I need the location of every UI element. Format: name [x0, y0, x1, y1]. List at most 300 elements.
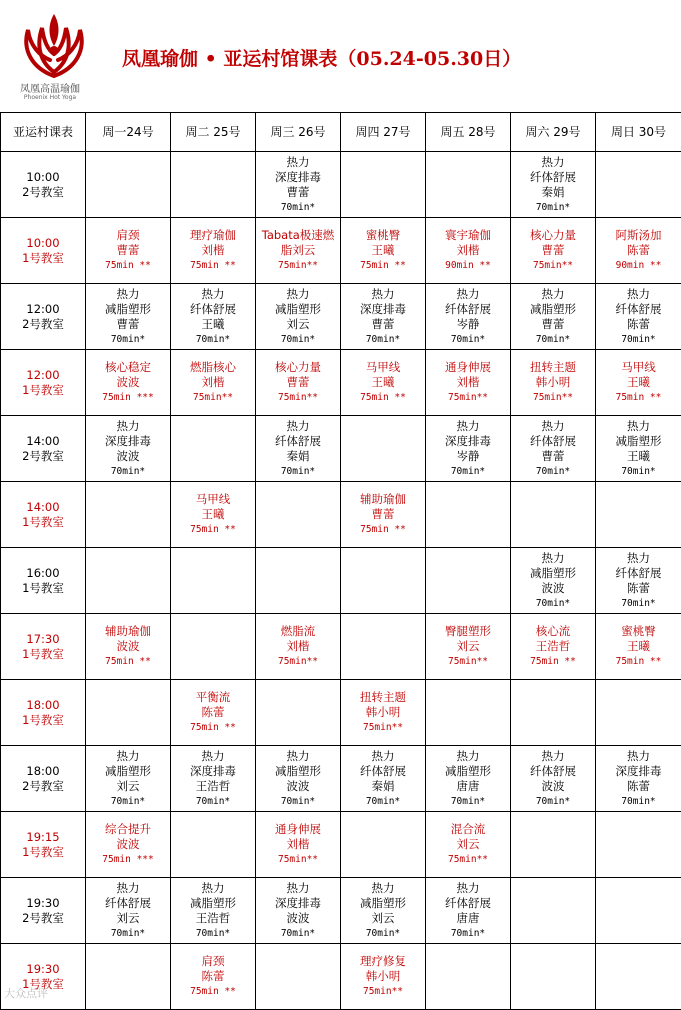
- slot-time: 12:00: [26, 301, 60, 316]
- time-room-cell: [1, 350, 86, 416]
- class-name: 减脂塑形: [615, 433, 662, 448]
- class-teacher: 波波: [286, 778, 310, 793]
- class-cell: [341, 350, 426, 416]
- class-name: 热力: [456, 418, 480, 433]
- class-teacher: 脂刘云: [280, 243, 316, 257]
- class-teacher: 韩小明: [365, 969, 401, 983]
- class-duration-level: 70min*: [365, 795, 401, 807]
- empty-cell: [171, 152, 256, 218]
- class-teacher: 秦娟: [286, 448, 310, 463]
- class-cell: [256, 614, 341, 680]
- class-name: 阿斯汤加: [615, 228, 662, 242]
- class-name: 热力: [371, 748, 395, 763]
- class-duration-level: 75min**: [362, 722, 404, 733]
- class-name: 纤体舒展: [615, 565, 662, 580]
- slot-time: 10:00: [26, 235, 60, 250]
- class-cell: [596, 416, 681, 482]
- class-teacher: 陈蕾: [627, 243, 650, 257]
- empty-cell: [86, 944, 171, 1010]
- class-teacher: 曹蕾: [541, 243, 565, 257]
- page-title: 凤凰瑜伽 • 亚运村馆课表（05.24-05.30日）: [122, 48, 522, 70]
- class-duration-level: 70min*: [110, 795, 146, 807]
- class-name: 平衡流: [195, 690, 231, 704]
- class-duration-level: 75min **: [190, 260, 236, 271]
- class-teacher: 波波: [116, 448, 140, 463]
- class-cell: [256, 284, 341, 350]
- class-name: 深度排毒: [275, 169, 321, 184]
- slot-room: 1号教室: [22, 250, 64, 265]
- class-name: 热力: [116, 286, 140, 301]
- empty-cell: [341, 152, 426, 218]
- class-cell: [426, 746, 511, 812]
- class-duration-level: 75min**: [277, 260, 319, 271]
- class-duration-level: 75min**: [447, 854, 489, 865]
- empty-cell: [86, 482, 171, 548]
- class-cell: [171, 746, 256, 812]
- phoenix-icon: [14, 6, 94, 84]
- empty-cell: [171, 416, 256, 482]
- class-name: 热力: [201, 880, 225, 895]
- slot-room: 1号教室: [22, 976, 64, 991]
- class-name: 热力: [371, 880, 395, 895]
- class-name: 综合提升: [105, 822, 151, 836]
- class-duration-level: 70min*: [110, 333, 146, 345]
- empty-cell: [511, 878, 596, 944]
- time-slot-row: [1, 218, 681, 284]
- time-slot-row: [1, 812, 681, 878]
- class-name: 扭转主题: [360, 690, 406, 704]
- class-name: 理疗修复: [360, 954, 406, 968]
- class-cell: [426, 218, 511, 284]
- class-name: 热力: [116, 418, 140, 433]
- empty-cell: [596, 878, 681, 944]
- class-teacher: 刘楷: [201, 243, 225, 257]
- empty-cell: [256, 680, 341, 746]
- class-teacher: 曹蕾: [286, 375, 310, 389]
- class-teacher: 曹蕾: [116, 243, 140, 257]
- class-name: 热力: [456, 748, 480, 763]
- time-slot-row: [1, 482, 681, 548]
- slot-time: 12:00: [26, 367, 60, 382]
- class-name: 肩颈: [201, 954, 225, 968]
- time-slot-row: [1, 152, 681, 218]
- class-cell: [596, 350, 681, 416]
- class-name: 热力: [541, 418, 565, 433]
- class-duration-level: 75min **: [360, 260, 406, 271]
- class-duration-level: 75min **: [360, 524, 406, 535]
- class-teacher: 王曦: [627, 375, 650, 389]
- empty-cell: [256, 944, 341, 1010]
- class-duration-level: 75min**: [447, 392, 489, 403]
- class-cell: [426, 614, 511, 680]
- corner-cell: 亚运村课表: [1, 113, 86, 152]
- class-teacher: 曹蕾: [371, 507, 395, 521]
- class-name: 热力: [371, 286, 395, 301]
- class-name: 马甲线: [621, 360, 656, 374]
- slot-room: 1号教室: [22, 712, 64, 727]
- class-duration-level: 75min **: [530, 656, 576, 667]
- empty-cell: [596, 482, 681, 548]
- slot-room: 1号教室: [22, 514, 64, 529]
- class-name: 热力: [286, 286, 310, 301]
- class-cell: [426, 416, 511, 482]
- empty-cell: [511, 812, 596, 878]
- class-teacher: 刘楷: [286, 837, 310, 851]
- class-duration-level: 70min*: [280, 333, 316, 345]
- class-teacher: 曹蕾: [371, 316, 395, 331]
- empty-cell: [596, 944, 681, 1010]
- empty-cell: [341, 548, 426, 614]
- class-teacher: 刘云: [286, 316, 310, 331]
- empty-cell: [341, 812, 426, 878]
- logo-text-cn: 凤凰高温瑜伽: [20, 84, 80, 95]
- class-duration-level: 75min **: [615, 392, 662, 403]
- class-name: 减脂塑形: [530, 301, 576, 316]
- time-room-cell: [1, 152, 86, 218]
- slot-time: 18:00: [26, 697, 60, 712]
- slot-time: 14:00: [26, 433, 60, 448]
- time-slot-row: [1, 416, 681, 482]
- class-duration-level: 70min*: [280, 927, 316, 939]
- class-name: 燃脂核心: [190, 360, 236, 374]
- class-name: 减脂塑形: [445, 763, 491, 778]
- class-name: 减脂塑形: [105, 763, 151, 778]
- class-cell: [341, 284, 426, 350]
- slot-time: 19:30: [26, 895, 60, 910]
- class-cell: [426, 284, 511, 350]
- class-name: 热力: [541, 748, 565, 763]
- class-cell: [596, 284, 681, 350]
- class-name: 核心力量: [275, 360, 321, 374]
- class-duration-level: 70min*: [621, 597, 656, 609]
- class-duration-level: 70min*: [621, 795, 656, 807]
- slot-room: 1号教室: [22, 646, 64, 661]
- empty-cell: [86, 152, 171, 218]
- slot-room: 1号教室: [22, 844, 64, 859]
- class-teacher: 陈蕾: [627, 580, 650, 595]
- slot-time: 18:00: [26, 763, 60, 778]
- empty-cell: [426, 944, 511, 1010]
- class-cell: [341, 482, 426, 548]
- class-duration-level: 70min*: [621, 465, 656, 477]
- class-duration-level: 70min*: [450, 927, 486, 939]
- class-name: 热力: [286, 880, 310, 895]
- class-cell: [511, 416, 596, 482]
- class-name: 通身伸展: [445, 360, 491, 374]
- class-duration-level: 70min*: [195, 795, 231, 807]
- class-name: 核心流: [535, 624, 571, 638]
- empty-cell: [511, 944, 596, 1010]
- class-cell: [256, 746, 341, 812]
- time-room-cell: [1, 878, 86, 944]
- class-name: 热力: [627, 286, 650, 301]
- class-duration-level: 75min**: [447, 656, 489, 667]
- class-cell: [171, 218, 256, 284]
- class-cell: [511, 284, 596, 350]
- class-name: 辅助瑜伽: [360, 492, 406, 506]
- class-name: 马甲线: [365, 360, 401, 374]
- class-cell: [256, 416, 341, 482]
- class-duration-level: 70min*: [365, 927, 401, 939]
- time-slot-row: [1, 680, 681, 746]
- class-cell: [171, 944, 256, 1010]
- class-name: 混合流: [450, 822, 486, 836]
- class-duration-level: 70min*: [535, 201, 571, 213]
- class-name: 热力: [541, 550, 565, 565]
- class-cell: [171, 878, 256, 944]
- class-duration-level: 70min*: [110, 465, 146, 477]
- class-duration-level: 70min*: [280, 465, 316, 477]
- class-duration-level: 70min*: [195, 333, 231, 345]
- empty-cell: [256, 482, 341, 548]
- class-name: 通身伸展: [275, 822, 321, 836]
- class-duration-level: 70min*: [535, 795, 571, 807]
- class-teacher: 唐唐: [456, 910, 480, 925]
- class-duration-level: 90min **: [615, 260, 662, 271]
- schedule-table: [0, 112, 681, 1010]
- class-name: 减脂塑形: [360, 895, 406, 910]
- class-duration-level: 70min*: [195, 927, 231, 939]
- class-duration-level: 70min*: [280, 201, 316, 213]
- class-cell: [171, 482, 256, 548]
- class-name: 扭转主题: [530, 360, 576, 374]
- watermark: 大众点评: [4, 987, 48, 1000]
- class-cell: [511, 614, 596, 680]
- slot-room: 2号教室: [22, 184, 64, 199]
- class-duration-level: 75min **: [105, 260, 151, 271]
- class-name: 纤体舒展: [190, 301, 236, 316]
- class-duration-level: 90min **: [445, 260, 491, 271]
- empty-cell: [511, 482, 596, 548]
- class-cell: [426, 350, 511, 416]
- class-name: 热力: [456, 286, 480, 301]
- time-room-cell: [1, 680, 86, 746]
- empty-cell: [171, 614, 256, 680]
- time-room-cell: [1, 548, 86, 614]
- class-duration-level: 70min*: [535, 465, 571, 477]
- class-cell: [256, 812, 341, 878]
- class-duration-level: 70min*: [450, 795, 486, 807]
- class-name: 核心稳定: [105, 360, 151, 374]
- class-duration-level: 70min*: [621, 333, 656, 345]
- class-name: 核心力量: [530, 228, 576, 242]
- time-room-cell: [1, 416, 86, 482]
- class-teacher: 王曦: [371, 243, 395, 257]
- time-room-cell: [1, 614, 86, 680]
- slot-time: 10:00: [26, 169, 60, 184]
- class-name: 热力: [286, 418, 310, 433]
- class-cell: [511, 746, 596, 812]
- slot-time: 17:30: [26, 631, 60, 646]
- time-slot-row: [1, 350, 681, 416]
- class-cell: [596, 218, 681, 284]
- slot-room: 1号教室: [22, 382, 64, 397]
- class-name: 纤体舒展: [530, 763, 576, 778]
- empty-cell: [341, 416, 426, 482]
- time-slot-row: [1, 746, 681, 812]
- class-name: 理疗瑜伽: [190, 228, 236, 242]
- class-teacher: 王曦: [627, 639, 650, 653]
- class-name: 燃脂流: [280, 624, 316, 638]
- time-room-cell: [1, 812, 86, 878]
- empty-cell: [86, 548, 171, 614]
- time-room-cell: [1, 746, 86, 812]
- day-header: 周四 27号: [341, 113, 426, 152]
- class-cell: [596, 746, 681, 812]
- class-name: 热力: [201, 748, 225, 763]
- class-name: 深度排毒: [360, 301, 406, 316]
- class-name: 热力: [627, 550, 650, 565]
- class-name: 减脂塑形: [190, 895, 236, 910]
- class-name: 肩颈: [116, 228, 140, 242]
- empty-cell: [596, 152, 681, 218]
- class-cell: [256, 878, 341, 944]
- day-header: 周一24号: [86, 113, 171, 152]
- class-duration-level: 70min*: [535, 597, 571, 609]
- class-cell: [86, 350, 171, 416]
- class-duration-level: 75min ***: [102, 392, 154, 403]
- day-header: 周三 26号: [256, 113, 341, 152]
- class-name: 纤体舒展: [445, 895, 491, 910]
- class-teacher: 刘云: [116, 778, 140, 793]
- class-cell: [86, 614, 171, 680]
- class-duration-level: 75min**: [362, 986, 404, 997]
- class-duration-level: 75min**: [532, 392, 574, 403]
- slot-room: 2号教室: [22, 316, 64, 331]
- class-cell: [86, 218, 171, 284]
- class-cell: [86, 284, 171, 350]
- class-name: 热力: [286, 748, 310, 763]
- class-teacher: 韩小明: [535, 375, 571, 389]
- class-cell: [86, 416, 171, 482]
- class-name: 热力: [201, 286, 225, 301]
- class-duration-level: 75min**: [277, 854, 319, 865]
- class-teacher: 波波: [541, 778, 565, 793]
- class-cell: [511, 218, 596, 284]
- class-teacher: 波波: [116, 639, 140, 653]
- empty-cell: [86, 680, 171, 746]
- class-name: 热力: [541, 154, 565, 169]
- class-teacher: 刘云: [456, 837, 480, 851]
- class-teacher: 波波: [116, 375, 140, 389]
- class-name: 纤体舒展: [105, 895, 151, 910]
- day-header: 周六 29号: [511, 113, 596, 152]
- class-duration-level: 70min*: [365, 333, 401, 345]
- class-duration-level: 70min*: [450, 333, 486, 345]
- class-teacher: 陈蕾: [201, 705, 225, 719]
- time-room-cell: [1, 218, 86, 284]
- class-name: 深度排毒: [445, 433, 491, 448]
- class-duration-level: 75min **: [190, 524, 236, 535]
- class-teacher: 王曦: [627, 448, 650, 463]
- class-name: 马甲线: [195, 492, 231, 506]
- day-header: 周五 28号: [426, 113, 511, 152]
- class-cell: [341, 878, 426, 944]
- class-name: 寰宇瑜伽: [445, 228, 491, 242]
- class-cell: [86, 812, 171, 878]
- class-teacher: 刘楷: [201, 375, 225, 389]
- class-teacher: 刘楷: [456, 243, 480, 257]
- class-teacher: 刘云: [116, 910, 140, 925]
- class-name: 深度排毒: [275, 895, 321, 910]
- class-name: 蜜桃臀: [621, 624, 656, 638]
- class-teacher: 刘云: [456, 639, 480, 653]
- class-cell: [171, 680, 256, 746]
- empty-cell: [426, 680, 511, 746]
- class-name: 纤体舒展: [530, 433, 576, 448]
- time-slot-row: [1, 878, 681, 944]
- class-cell: [341, 944, 426, 1010]
- class-name: 臀腿塑形: [445, 624, 491, 638]
- class-name: 减脂塑形: [275, 763, 321, 778]
- class-teacher: 王曦: [201, 316, 225, 331]
- class-cell: [426, 878, 511, 944]
- class-teacher: 曹蕾: [116, 316, 140, 331]
- class-cell: [341, 680, 426, 746]
- class-name: 纤体舒展: [445, 301, 491, 316]
- class-duration-level: 75min**: [192, 392, 234, 403]
- time-room-cell: [1, 284, 86, 350]
- class-name: 减脂塑形: [105, 301, 151, 316]
- empty-cell: [426, 152, 511, 218]
- class-cell: [256, 152, 341, 218]
- class-name: 减脂塑形: [275, 301, 321, 316]
- slot-time: 19:15: [26, 829, 60, 844]
- class-teacher: 王曦: [201, 507, 225, 521]
- class-teacher: 秦娟: [541, 184, 565, 199]
- class-duration-level: 70min*: [450, 465, 486, 477]
- class-duration-level: 75min **: [190, 722, 236, 733]
- empty-cell: [341, 614, 426, 680]
- class-cell: [341, 218, 426, 284]
- class-duration-level: 75min ***: [102, 854, 154, 865]
- day-header: 周二 25号: [171, 113, 256, 152]
- class-cell: [426, 812, 511, 878]
- slot-time: 16:00: [26, 565, 60, 580]
- class-duration-level: 75min**: [532, 260, 574, 271]
- class-duration-level: 70min*: [110, 927, 146, 939]
- slot-room: 1号教室: [22, 580, 64, 595]
- class-teacher: 曹蕾: [286, 184, 310, 199]
- class-teacher: 秦娟: [371, 778, 395, 793]
- class-teacher: 陈蕾: [201, 969, 225, 983]
- empty-cell: [426, 548, 511, 614]
- class-name: 减脂塑形: [530, 565, 576, 580]
- class-name: Tabata极速燃: [261, 228, 335, 242]
- time-slot-row: [1, 284, 681, 350]
- class-teacher: 曹蕾: [541, 448, 565, 463]
- class-teacher: 波波: [116, 837, 140, 851]
- class-name: 深度排毒: [105, 433, 151, 448]
- class-cell: [511, 548, 596, 614]
- class-name: 热力: [541, 286, 565, 301]
- class-teacher: 王浩哲: [195, 910, 231, 925]
- class-cell: [511, 152, 596, 218]
- time-slot-row: [1, 548, 681, 614]
- empty-cell: [511, 680, 596, 746]
- class-cell: [256, 218, 341, 284]
- slot-room: 2号教室: [22, 778, 64, 793]
- class-cell: [596, 614, 681, 680]
- slot-time: 19:30: [26, 961, 60, 976]
- class-teacher: 波波: [541, 580, 565, 595]
- time-room-cell: [1, 482, 86, 548]
- empty-cell: [596, 812, 681, 878]
- class-teacher: 岑静: [456, 448, 480, 463]
- class-cell: [86, 878, 171, 944]
- class-name: 深度排毒: [615, 763, 662, 778]
- class-name: 辅助瑜伽: [105, 624, 151, 638]
